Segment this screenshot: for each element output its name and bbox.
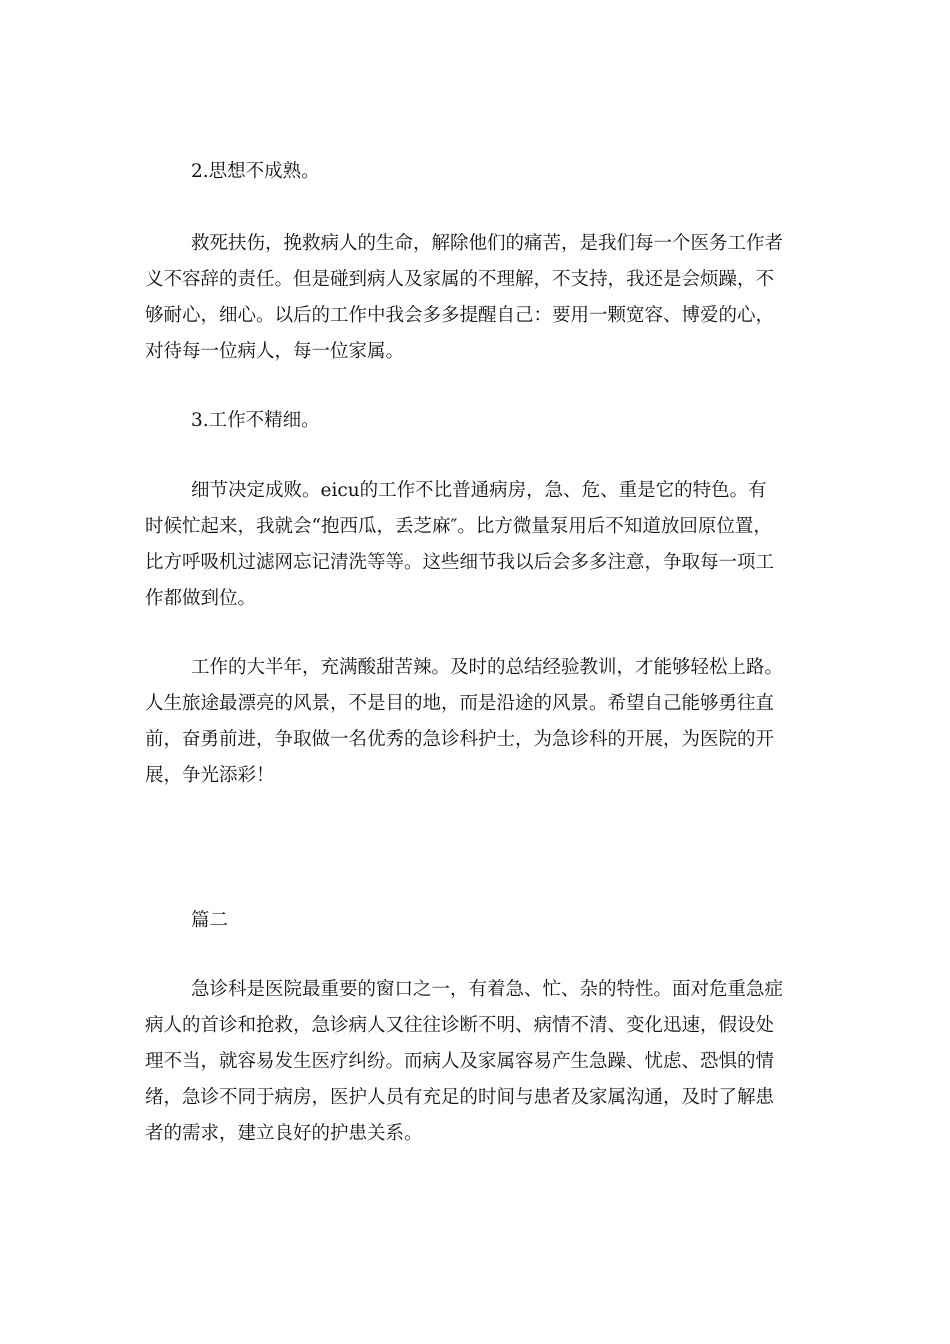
paragraph-line: 病人的首诊和抢救，急诊病人又往往诊断不明、病情不清、变化迅速，假设处 (145, 1015, 775, 1036)
paragraph-line: 前，奋勇前进，争取做一名优秀的急诊科护士，为急诊科的开展，为医院的开 (145, 729, 775, 750)
paragraph-line: 人生旅途最漂亮的风景，不是目的地，而是沿途的风景。希望自己能够勇往直 (145, 693, 775, 714)
paragraph-emergency (145, 972, 805, 1152)
paragraph-line: 急诊科是医院最重要的窗口之一，有着急、忙、杂的特性。面对危重急症 (191, 979, 784, 1000)
paragraph-line: 者的需求，建立良好的护患关系。 (145, 1123, 423, 1144)
paragraph-summary (145, 650, 805, 794)
paragraph-line: 绪，急诊不同于病房，医护人员有充足的时间与患者及家属沟通，及时了解患 (145, 1087, 775, 1108)
paragraph-line: 救死扶伤，挽救病人的生命，解除他们的痛苦，是我们每一个医务工作者 (191, 233, 784, 254)
paragraph-line: 对待每一位病人，每一位家属。 (145, 341, 405, 362)
paragraph-line: 够耐心，细心。以后的工作中我会多多提醒自己：要用一颗宽容、博爱的心， (145, 305, 775, 326)
section-title-text: 篇二 (191, 910, 229, 931)
heading-text: 2.思想不成熟。 (191, 161, 320, 182)
paragraph-line: 细节决定成败。eicu的工作不比普通病房，急、危、重是它的特色。有 (191, 480, 767, 501)
heading-text: 3.工作不精细。 (191, 410, 320, 431)
paragraph-line: 展，争光添彩！ (145, 765, 275, 786)
paragraph-thought (145, 226, 805, 370)
heading-thought-immature (145, 154, 805, 190)
paragraph-line: 工作的大半年，充满酸甜苦辣。及时的总结经验教训，才能够轻松上路。 (191, 657, 784, 678)
paragraph-line: 作都做到位。 (145, 588, 257, 609)
paragraph-line: 理不当，就容易发生医疗纠纷。而病人及家属容易产生急躁、忧虑、恐惧的情 (145, 1051, 775, 1072)
paragraph-line: 义不容辞的责任。但是碰到病人及家属的不理解，不支持，我还是会烦躁，不 (145, 269, 775, 290)
paragraph-details (145, 473, 805, 617)
paragraph-line: 比方呼吸机过滤网忘记清洗等等。这些细节我以后会多多注意，争取每一项工 (145, 552, 775, 573)
paragraph-line: 时候忙起来，我就会“抱西瓜，丢芝麻″。比方微量泵用后不知道放回原位置， (145, 516, 772, 537)
heading-work-imprecise (145, 403, 805, 439)
section-title (145, 903, 805, 939)
